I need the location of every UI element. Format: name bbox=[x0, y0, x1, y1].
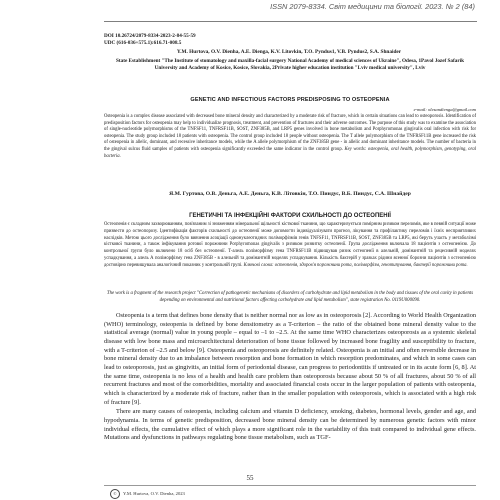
copyright-text: Y.M. Hurtova, O.V. Dienha, 2023 bbox=[123, 491, 185, 497]
abstract-en bbox=[104, 114, 476, 160]
udc-line: UDC (616-036+575.1):616.71-008.5 bbox=[104, 39, 182, 46]
funding-note: The work is a fragment of the research project "Correction of pathogenetic mechanisms of disorders of carbohydrate and lipid metabolism in the body and tissues of the oral cavity in patients depending on environmental and nutritional factors affecting carbohydrate and lipid metabolism", state registration No. 0119U000090. bbox=[106, 291, 474, 303]
article-body bbox=[104, 312, 476, 444]
authors-en: Y.M. Hurtova, O.V. Dienha, A.E. Dienga, K.V. Litovkin, T.O. Pyndus1, V.B. Pyndus2, S.A. Shnaider bbox=[176, 49, 402, 55]
copyright-icon: © bbox=[110, 489, 120, 499]
doi-block bbox=[104, 33, 196, 46]
keywords-en: Key words: osteopenia, oral health, polymorphism, genotyping, oral bacteria. bbox=[104, 146, 476, 159]
page-number: 55 bbox=[246, 474, 254, 482]
keywords-ua: Ключові слова: остеопенія, здоров'я порожнини рота, поліморфізм, генотипування, бактерії порожнини рота. bbox=[243, 262, 468, 268]
article-title-ua: ГЕНЕТИЧНІ ТА ІНФЕКЦІЙНІ ФАКТОРИ СХИЛЬНОСТІ ДО ОСТЕОПЕНІЇ bbox=[189, 213, 391, 219]
abstract-ua bbox=[104, 222, 476, 270]
body-paragraph-1: Osteopenia is a term that defines bone density that is neither normal nor as low as in osteoporosis [2]. According to World Health Organization (WHO) terminology, osteopenia is defined by bone densitometry as a T-criterion – the ratio of the obtained bone mineral density value to the statistical average (normal) value in young people – equal to –1 to –2.5. At the same time WHO characterizes osteoporosis as a systemic skeletal disease with low bone mass and microarchitectural deterioration of bone tissue followed by increased bone fragility and susceptibility to fracture, with a T-criterion of –2.5 and below [9]. Osteopenia and osteoporosis are definitely related. Osteopenia is an initial and often reversible decrease in bone mineral density due to an imbalance between resorption and bone formation in which resorption predominates, and which in some cases can lead to osteoporosis, just as gingivitis, an initial form of periodontal disease, can progress to periodontitis if untreated or in its acute form [6, 8]. At the same time, osteopenia is no less of a health and health care problem than osteoporosis because about 50 % of all fractures, about 50 % of all recurrent fractures and most of the comorbidities, mortality and associated financial costs occur in the larger population of patients with osteopenia, which is characterized by a moderate risk of fracture, rather than in the smaller population with osteoporosis, which is associated with a high risk of fracture [9]. bbox=[104, 312, 476, 406]
article-title-en: GENETIC AND INFECTIOUS FACTORS PREDISPOSING TO OSTEOPENIA bbox=[190, 97, 390, 103]
page-footer bbox=[104, 485, 476, 498]
affiliation-en: State Establishment "The Institute of stomatology and maxilla-facial surgery National Academy of medical sciences of Ukraine", Odesa, 1Pavol Jozef Safarik University and Academy of Kosice, Kosice, Slovakia, 2Private higher education institution "Lviv medical university", Lviv bbox=[116, 58, 464, 71]
body-paragraph-2: There are many causes of osteopenia, including calcium and vitamin D deficiency, smoking, diabetes, hormonal levels, gender and age, and hypodynamia. In terms of genetic predisposition, decreased bone mineral density can be determined by numerous genetic factors with minor individual effects, the cumulative effect of which plays a more significant role in the variability of this trait compared to individual gene effects. Mutations and dysfunctions in pathways regulating bone tissue metabolism, such as TGF- bbox=[104, 408, 476, 442]
abstract-ua-text: Остеопенія є складним захворюванням, пов'язаним зі зниженням мінеральної щільності кісткової тканини, що характеризується помірним ризиком переломів, яке в певній ситуації може призвести до остеопорозу. Ідентифікація факторів схильності до остеопенії може допомогти індивідуалізувати прогноз, лікування та профілактику переломів і їхніх несприятливих наслідків. Метою цього дослідження було вивчення асоціації однонуклеотидних поліморфізмів генів TNFSF11, TNFRSF11B, SOST, ZNF385B та LRP5, які беруть участь у метаболізмі кісткової тканини, а також інфікування ротової порожнини Porphyromonas gingivalis з ризиком розвитку остеопенії. Група дослідження включала 18 пацієнтів з остеопенією. До контрольної групи було включено 18 осіб без остеопенії. Т-алель поліморфізму гена TNFRSF11B підвищував ризик остеопенії в алельній, домінантній та рецесивній моделях успадкування, а алель А поліморфізму гена ZNF385B - в алельній та домінантній моделях успадкування. Кількість бактерій у зразках рідини ясенної борозни пацієнтів з остеопенією достовірно перевищувала аналогічний показник у контрольній групі. bbox=[104, 222, 476, 268]
header-rule bbox=[104, 21, 477, 22]
abstract-en-text: Osteopenia is a complex disease associated with decreased bone mineral density and characterized by a moderate risk of fracture, which in certain situations can lead to osteoporosis. Identification of predisposition factors for osteopenia may help to individualize prognosis, treatment, and prevention of fractures and their adverse outcomes. The purpose of this study was to examine the association of single-nucleotide polymorphisms of the TNFSF11, TNFRSF11B, SOST, ZNF385B, and LRP5 genes involved in bone metabolism and Porphyromonas gingivalis oral infection with risk for osteopenia. The study group included 18 patients with osteopenia. The control group included 18 people without osteopenia. The T allele polymorphism of the TNFRSF11B gene increased the risk of osteopenia in allelic, dominant, and recessive inheritance models, while the A allele polymorphism of the ZNF385B gene - in allelic and dominant inheritance models. The number of bacteria in the gingival sulcus fluid samples of patients with osteopenia significantly exceeded the same indicator in the control group. bbox=[104, 114, 476, 152]
journal-header: ISSN 2079-8334. Світ медицини та біології. 2023. № 2 (84) bbox=[270, 2, 475, 11]
contact-email: e-mail: olesandienga@gmail.com bbox=[413, 107, 476, 112]
copyright-line bbox=[110, 489, 185, 499]
authors-ua: Я.М. Гуртова, О.В. Деньга, А.Е. Деньга, К.В. Літовкін, Т.О. Пиндус, В.Б. Пиндус, С.А. Шнайдер bbox=[169, 191, 411, 197]
doi-line: DOI 10.26724/2079-8334-2023-2-84-55-59 bbox=[104, 33, 196, 39]
